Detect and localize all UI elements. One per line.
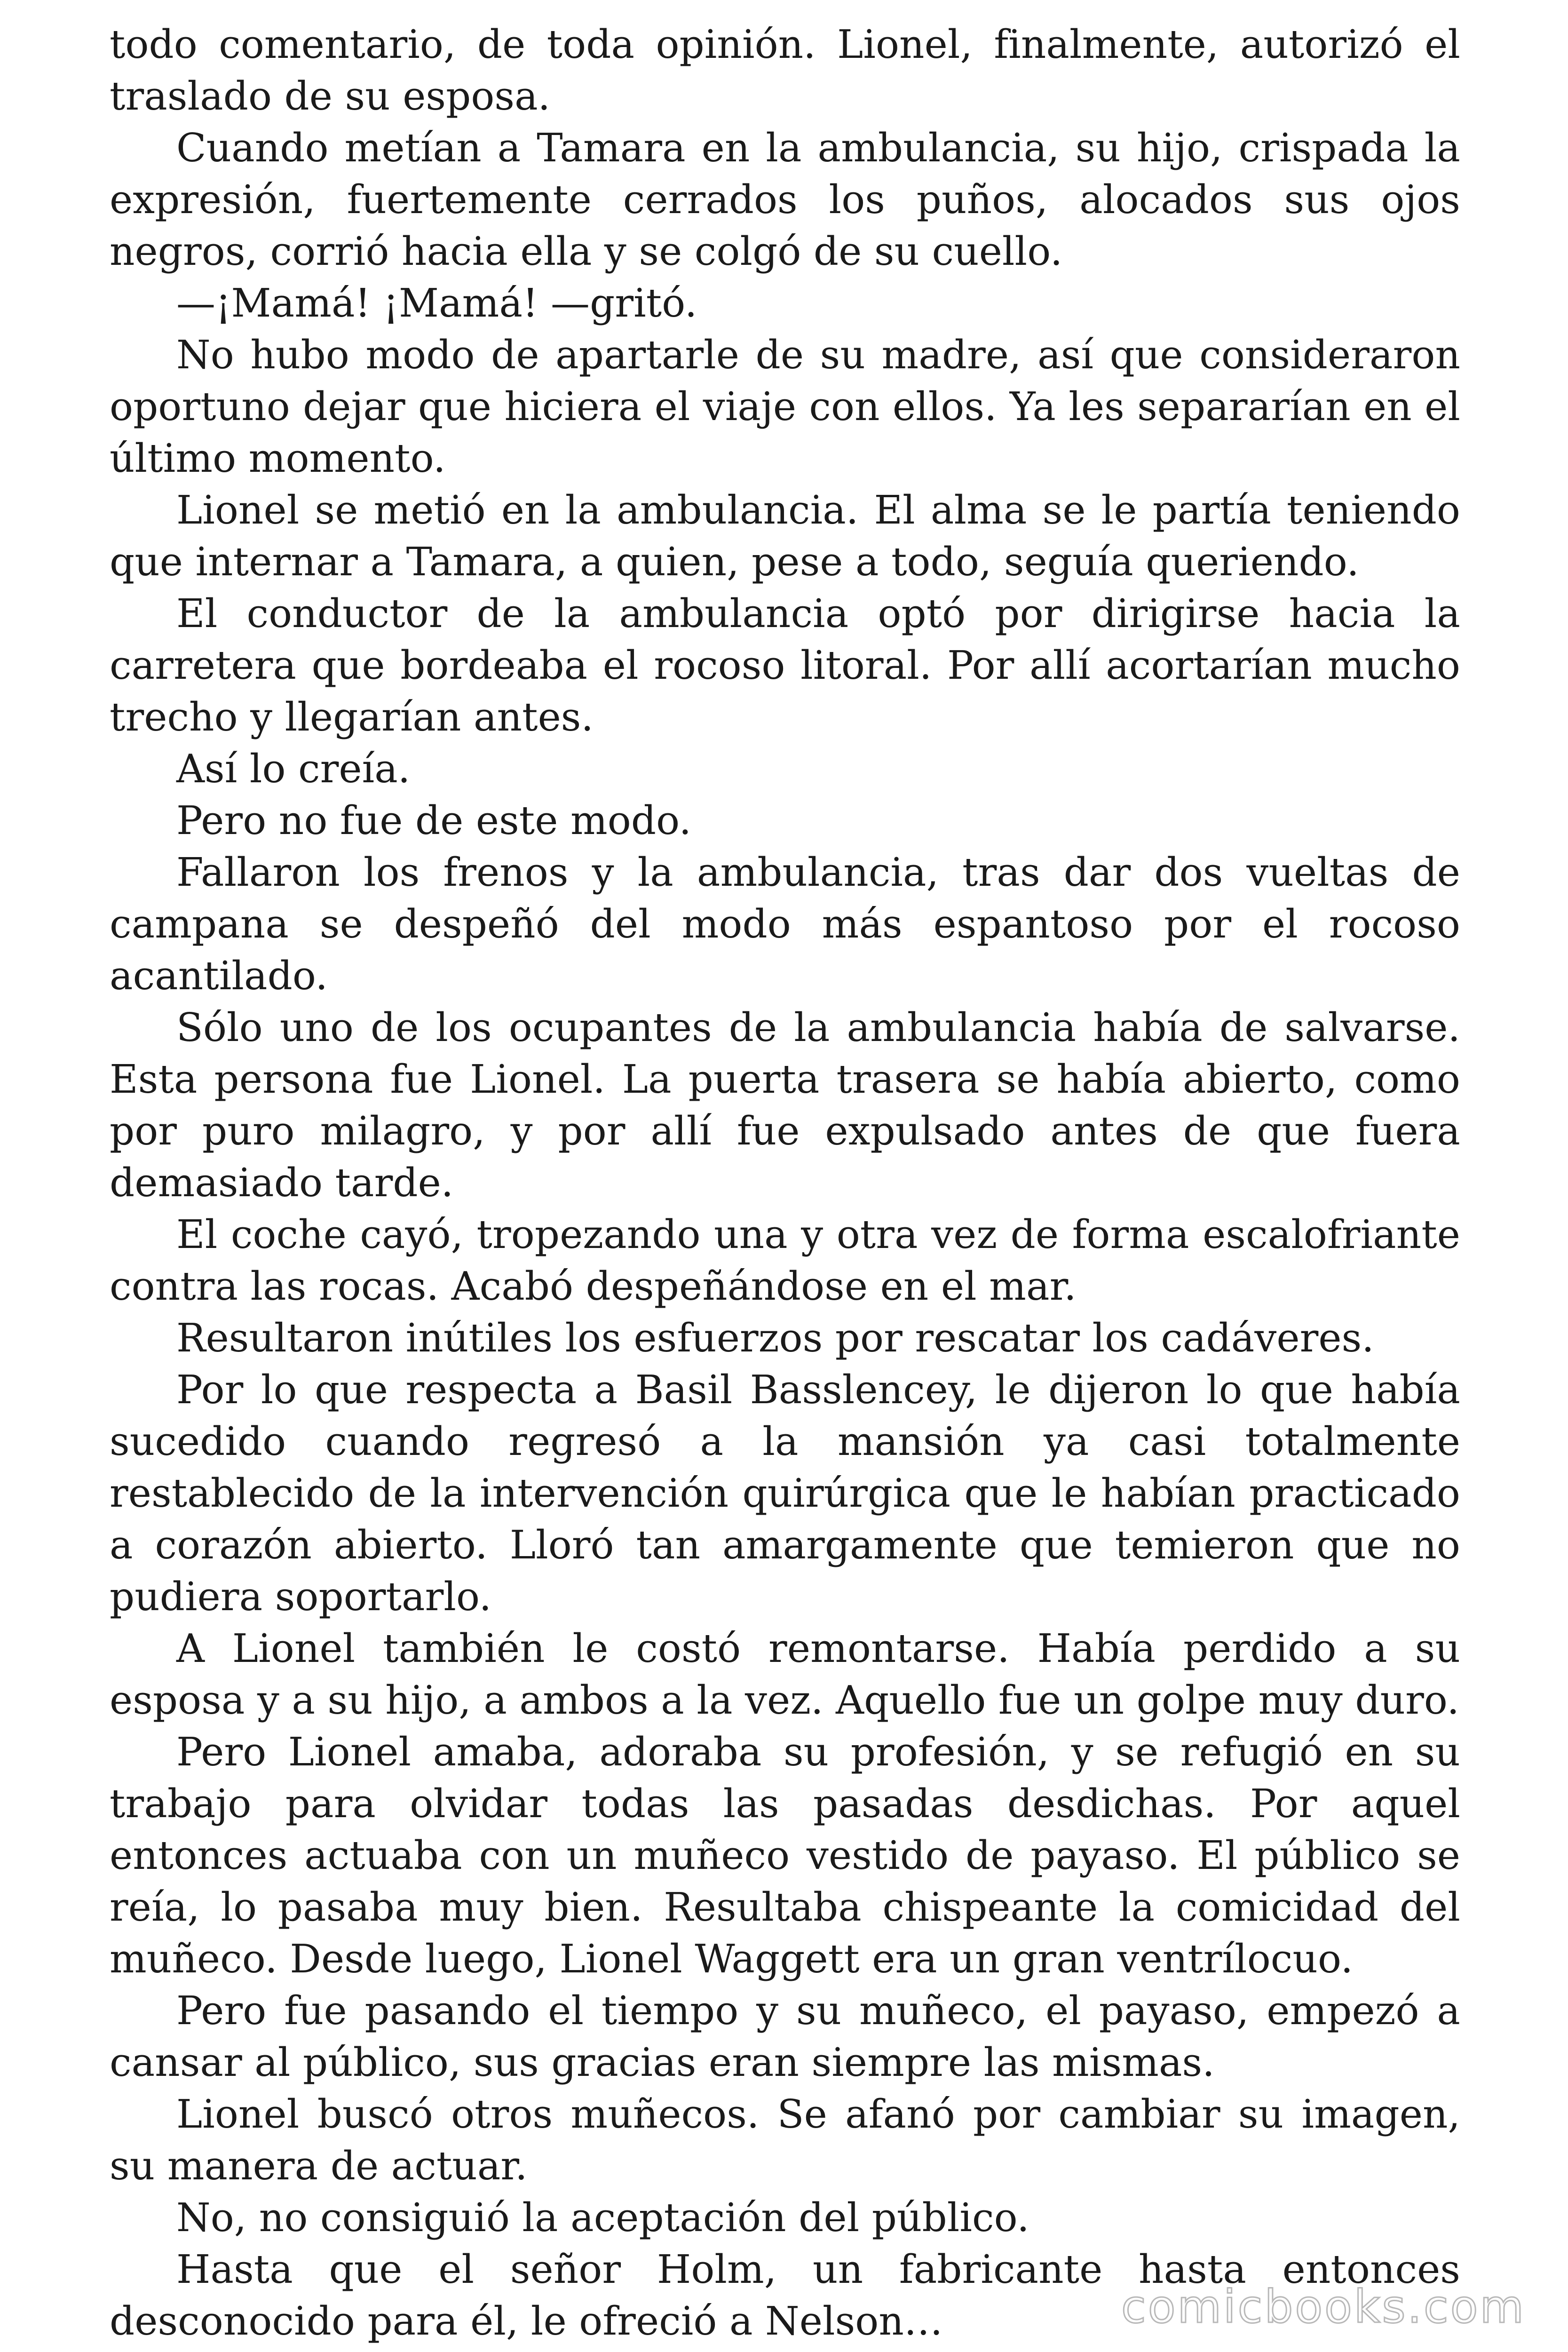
paragraph-12: Resultaron inútiles los esfuerzos por rescatar los cadáveres. bbox=[176, 1315, 1374, 1361]
paragraph-17: Lionel buscó otros muñecos. Se afanó por cambiar su imagen, su manera de actuar. bbox=[110, 2091, 1460, 2189]
paragraph-5: Lionel se metió en la ambulancia. El alma se le partía teniendo que internar a Tamara, a quien, pese a todo, seguía queriendo. bbox=[110, 487, 1460, 585]
paragraph-14: A Lionel también le costó remontarse. Había perdido a su esposa y a su hijo, a ambos a la vez. Aquello fue un golpe muy duro. bbox=[110, 1626, 1460, 1723]
paragraph-16: Pero fue pasando el tiempo y su muñeco, el payaso, empezó a cansar al público, sus gracias eran siempre las mismas. bbox=[110, 1988, 1460, 2085]
paragraph-8: Pero no fue de este modo. bbox=[176, 798, 692, 843]
paragraph-3: —¡Mamá! ¡Mamá! —gritó. bbox=[176, 280, 697, 326]
paragraph-7: Así lo creía. bbox=[176, 746, 411, 792]
paragraph-19: Hasta que el señor Holm, un fabricante hasta entonces desconocido para él, le ofreció a Nelson… bbox=[110, 2247, 1460, 2344]
paragraph-10: Sólo uno de los ocupantes de la ambulancia había de salvarse. Esta persona fue Lionel. La puerta trasera se había abierto, como por puro milagro, y por allí fue expulsado antes de que fuera demasiado tarde. bbox=[110, 1005, 1460, 1206]
paragraph-11: El coche cayó, tropezando una y otra vez de forma escalofriante contra las rocas. Acabó despeñándose en el mar. bbox=[110, 1212, 1460, 1309]
page-body bbox=[110, 19, 1460, 2347]
paragraph-4: No hubo modo de apartarle de su madre, así que consideraron oportuno dejar que hiciera el viaje con ellos. Ya les separarían en el último momento. bbox=[110, 332, 1460, 481]
paragraph-9: Fallaron los frenos y la ambulancia, tras dar dos vueltas de campana se despeñó del modo más espantoso por el rocoso acantilado. bbox=[110, 850, 1460, 999]
paragraph-1: todo comentario, de toda opinión. Lionel, finalmente, autorizó el traslado de su esposa. bbox=[110, 22, 1460, 119]
paragraph-6: El conductor de la ambulancia optó por dirigirse hacia la carretera que bordeaba el rocoso litoral. Por allí acortarían mucho trecho y llegarían antes. bbox=[110, 591, 1460, 740]
paragraph-2: Cuando metían a Tamara en la ambulancia, su hijo, crispada la expresión, fuertemente cerrados los puños, alocados sus ojos negros, corrió hacia ella y se colgó de su cuello. bbox=[110, 125, 1460, 274]
paragraph-18: No, no consiguió la aceptación del público. bbox=[176, 2195, 1029, 2241]
paragraph-13: Por lo que respecta a Basil Basslencey, le dijeron lo que había sucedido cuando regresó a la mansión ya casi totalmente restablecido de la intervención quirúrgica que le habían practicado a corazón abierto. Lloró tan amargamente que temieron que no pudiera soportarlo. bbox=[110, 1367, 1460, 1620]
watermark: comicbooks.com bbox=[1121, 2280, 1526, 2333]
paragraph-15: Pero Lionel amaba, adoraba su profesión, y se refugió en su trabajo para olvidar todas las pasadas desdichas. Por aquel entonces actuaba con un muñeco vestido de payaso. El público se reía, lo pasaba muy bien. Resultaba chispeante la comicidad del muñeco. Desde luego, Lionel Waggett era un gran ventrílocuo. bbox=[110, 1729, 1460, 1982]
